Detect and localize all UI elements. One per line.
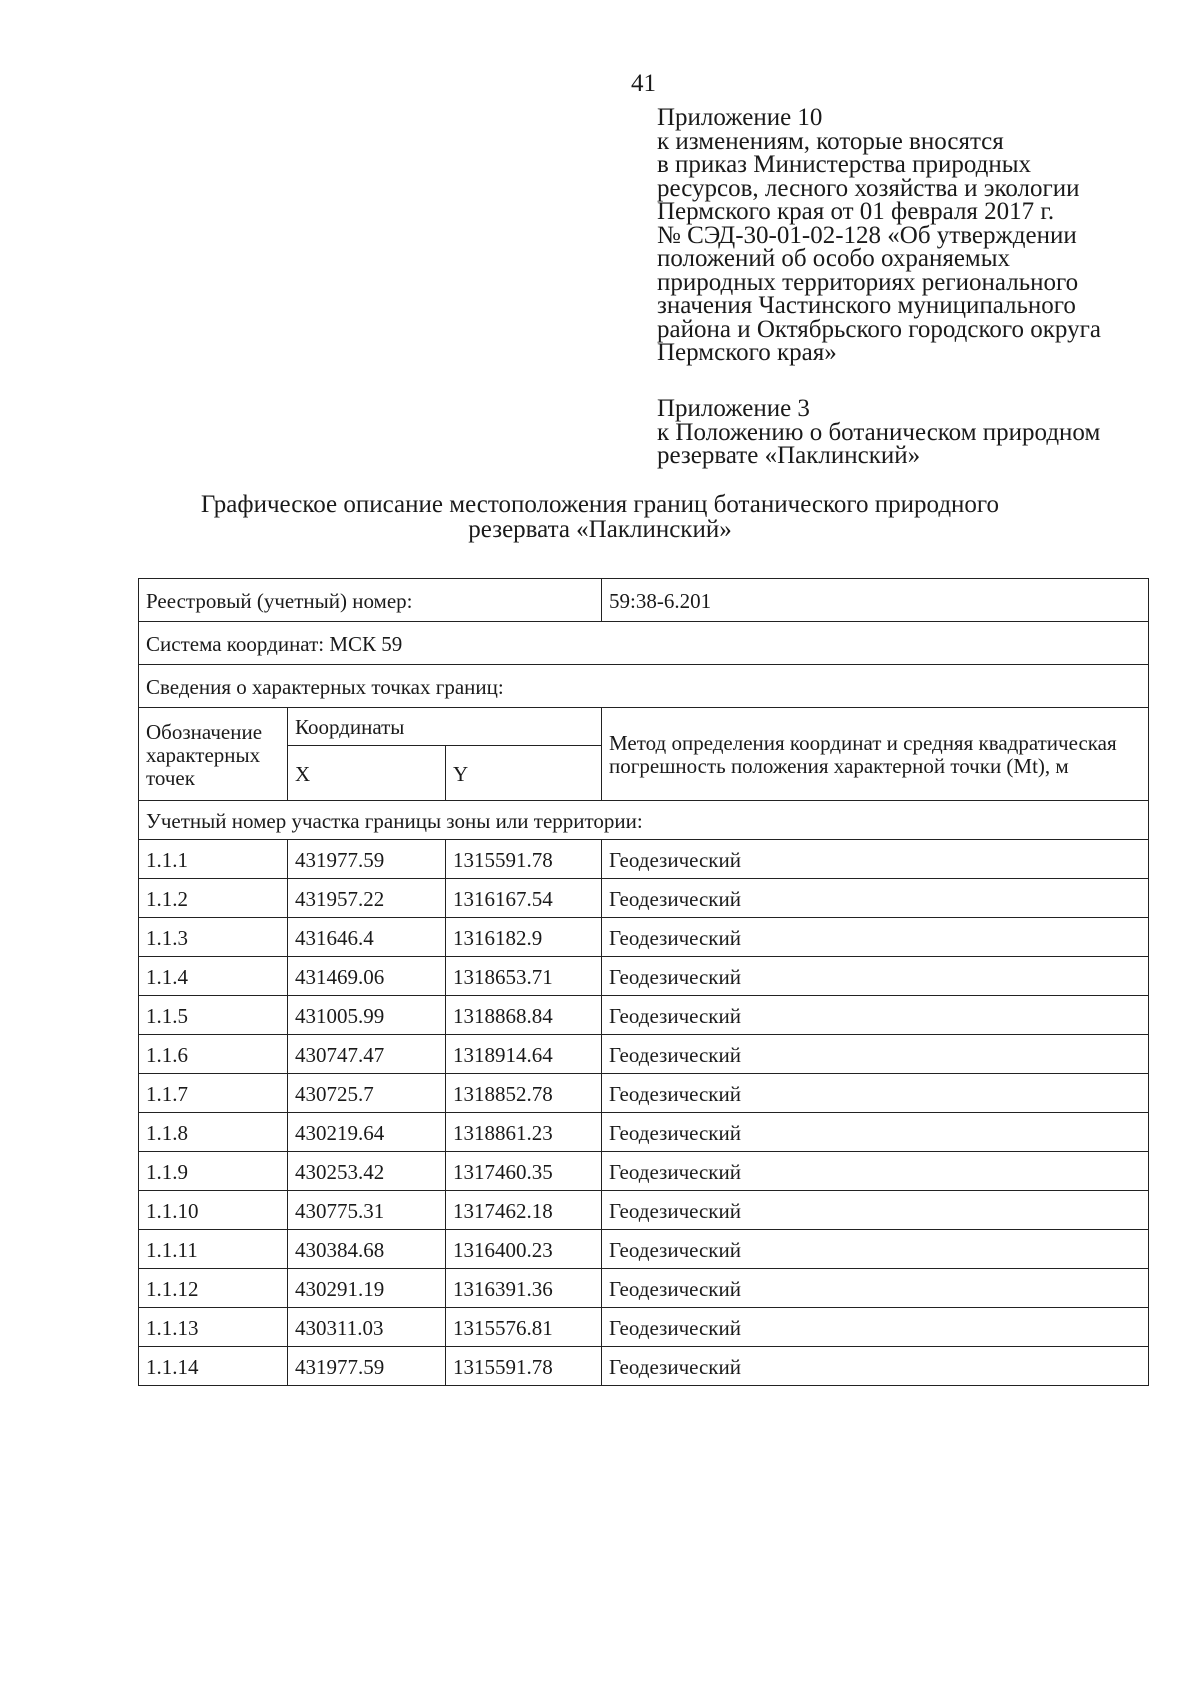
document-title-line: резервата «Паклинский» bbox=[468, 516, 732, 543]
registry-row bbox=[139, 579, 1149, 622]
x-cell: 430311.03 bbox=[288, 1308, 446, 1347]
x-cell: 431469.06 bbox=[288, 957, 446, 996]
method-cell: Геодезический bbox=[602, 1230, 1149, 1269]
points-info-row bbox=[139, 665, 1149, 708]
y-cell: 1316400.23 bbox=[446, 1230, 602, 1269]
y-cell: 1318868.84 bbox=[446, 996, 602, 1035]
appendix-10-line: положений об особо охраняемых bbox=[657, 245, 1011, 272]
method-cell: Геодезический bbox=[602, 1074, 1149, 1113]
point-cell: 1.1.2 bbox=[139, 879, 288, 918]
x-cell: 431977.59 bbox=[288, 840, 446, 879]
x-cell: 430725.7 bbox=[288, 1074, 446, 1113]
appendix-10-line: района и Октябрьского городского округа bbox=[657, 315, 1101, 343]
point-cell: 1.1.12 bbox=[139, 1269, 288, 1308]
method-cell: Геодезический bbox=[602, 996, 1149, 1035]
method-cell: Геодезический bbox=[602, 957, 1149, 996]
y-cell: 1315591.78 bbox=[446, 1347, 602, 1386]
point-cell: 1.1.6 bbox=[139, 1035, 288, 1074]
x-cell: 430384.68 bbox=[288, 1230, 446, 1269]
point-cell: 1.1.7 bbox=[139, 1074, 288, 1113]
y-cell: 1318852.78 bbox=[446, 1074, 602, 1113]
table-row bbox=[139, 1035, 1149, 1074]
registry-value: 59:38-6.201 bbox=[602, 579, 1149, 622]
appendix-10-block bbox=[657, 106, 1101, 365]
col-designation-header: Обозначение характерных точек bbox=[139, 708, 288, 801]
method-cell: Геодезический bbox=[602, 879, 1149, 918]
point-cell: 1.1.1 bbox=[139, 840, 288, 879]
registry-label: Реестровый (учетный) номер: bbox=[139, 579, 602, 622]
point-cell: 1.1.14 bbox=[139, 1347, 288, 1386]
table-row bbox=[139, 957, 1149, 996]
y-cell: 1316167.54 bbox=[446, 879, 602, 918]
point-cell: 1.1.8 bbox=[139, 1113, 288, 1152]
document-title-line: Графическое описание местоположения границ ботанического природного bbox=[200, 491, 1000, 518]
table-row bbox=[139, 1152, 1149, 1191]
y-cell: 1318861.23 bbox=[446, 1113, 602, 1152]
x-cell: 431957.22 bbox=[288, 879, 446, 918]
table-row bbox=[139, 840, 1149, 879]
appendix-10-line: Пермского края» bbox=[657, 339, 837, 366]
table-row bbox=[139, 1308, 1149, 1347]
x-cell: 430747.47 bbox=[288, 1035, 446, 1074]
appendix-10-line: № СЭД-30-01-02-128 «Об утверждении bbox=[657, 221, 1077, 249]
x-cell: 431646.4 bbox=[288, 918, 446, 957]
appendix-3-line: Приложение 3 bbox=[657, 395, 810, 422]
point-cell: 1.1.4 bbox=[139, 957, 288, 996]
section-label: Учетный номер участка границы зоны или территории: bbox=[139, 801, 1149, 840]
section-row bbox=[139, 801, 1149, 840]
coordinate-system: Система координат: МСК 59 bbox=[139, 622, 1149, 665]
col-x-header: X bbox=[288, 746, 446, 801]
table-row bbox=[139, 1347, 1149, 1386]
page-number: 41 bbox=[631, 70, 656, 97]
table-row bbox=[139, 1074, 1149, 1113]
coordinates-table bbox=[138, 578, 1149, 1386]
y-cell: 1315576.81 bbox=[446, 1308, 602, 1347]
method-cell: Геодезический bbox=[602, 1347, 1149, 1386]
points-info: Сведения о характерных точках границ: bbox=[139, 665, 1149, 708]
table-row bbox=[139, 918, 1149, 957]
coordinate-system-row bbox=[139, 622, 1149, 665]
method-cell: Геодезический bbox=[602, 840, 1149, 879]
appendix-3-line: резервате «Паклинский» bbox=[657, 442, 921, 469]
method-cell: Геодезический bbox=[602, 918, 1149, 957]
appendix-10-line: Пермского края от 01 февраля 2017 г. bbox=[657, 198, 1055, 225]
method-cell: Геодезический bbox=[602, 1191, 1149, 1230]
x-cell: 431005.99 bbox=[288, 996, 446, 1035]
point-cell: 1.1.9 bbox=[139, 1152, 288, 1191]
col-method-header: Метод определения координат и средняя квадратическая погрешность положения характерной точки (Mt), м bbox=[602, 708, 1149, 801]
method-cell: Геодезический bbox=[602, 1152, 1149, 1191]
appendix-3-line: к Положению о ботаническом природном bbox=[657, 418, 1101, 446]
method-cell: Геодезический bbox=[602, 1113, 1149, 1152]
point-cell: 1.1.10 bbox=[139, 1191, 288, 1230]
col-coordinates-header: Координаты bbox=[288, 708, 602, 746]
point-cell: 1.1.3 bbox=[139, 918, 288, 957]
x-cell: 430253.42 bbox=[288, 1152, 446, 1191]
table-row bbox=[139, 1269, 1149, 1308]
document-title bbox=[140, 492, 1060, 542]
table-row bbox=[139, 879, 1149, 918]
y-cell: 1317460.35 bbox=[446, 1152, 602, 1191]
method-cell: Геодезический bbox=[602, 1269, 1149, 1308]
appendix-10-line: в приказ Министерства природных bbox=[657, 151, 1032, 178]
col-y-header: Y bbox=[446, 746, 602, 801]
point-cell: 1.1.13 bbox=[139, 1308, 288, 1347]
appendix-3-block bbox=[657, 397, 1100, 468]
table-row bbox=[139, 1230, 1149, 1269]
appendix-10-line: значения Частинского муниципального bbox=[657, 292, 1076, 319]
y-cell: 1317462.18 bbox=[446, 1191, 602, 1230]
method-cell: Геодезический bbox=[602, 1308, 1149, 1347]
y-cell: 1318653.71 bbox=[446, 957, 602, 996]
x-cell: 431977.59 bbox=[288, 1347, 446, 1386]
table-row bbox=[139, 1113, 1149, 1152]
header-row-1 bbox=[139, 708, 1149, 746]
y-cell: 1318914.64 bbox=[446, 1035, 602, 1074]
point-cell: 1.1.5 bbox=[139, 996, 288, 1035]
appendix-10-line: природных территориях регионального bbox=[657, 268, 1079, 296]
appendix-10-line: к изменениям, которые вносятся bbox=[657, 127, 1004, 155]
y-cell: 1316391.36 bbox=[446, 1269, 602, 1308]
point-cell: 1.1.11 bbox=[139, 1230, 288, 1269]
x-cell: 430219.64 bbox=[288, 1113, 446, 1152]
y-cell: 1316182.9 bbox=[446, 918, 602, 957]
x-cell: 430291.19 bbox=[288, 1269, 446, 1308]
method-cell: Геодезический bbox=[602, 1035, 1149, 1074]
table-row bbox=[139, 1191, 1149, 1230]
y-cell: 1315591.78 bbox=[446, 840, 602, 879]
appendix-10-line: Приложение 10 bbox=[657, 104, 823, 131]
table-row bbox=[139, 996, 1149, 1035]
appendix-10-line: ресурсов, лесного хозяйства и экологии bbox=[657, 174, 1080, 202]
x-cell: 430775.31 bbox=[288, 1191, 446, 1230]
